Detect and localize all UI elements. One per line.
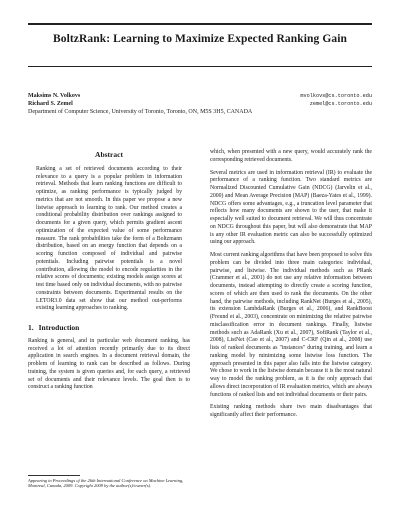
body-paragraph: Most current ranking algorithms that have been proposed to solve this problem can be divided into three main categories: individual, pairwise, and listwise. The individual methods such as PRank (Crammer et al., 2001) do not use any relative information between documents, instead attempting to directly create a scoring function, scores of which are then used to rank the documents. On the other hand, the pairwise methods, including RankNet (Burges et al., 2005), its extension LambdaRank (Burges et al., 2006), and RankBoost (Freund et al., 2003), concentrate on minimizing the relative pairwise misclassification error in document rankings. Finally, listwise methods such as AdaRank (Xu et al., 2007), SoftRank (Taylor et al., 2008), ListNet (Cao et al., 2007) and C-CRF (Qin at al., 2008) use lists of ranked documents as "instances" during training, and learn a ranking model by minimizing some listwise loss function. The approach presented in this paper also falls into the listwise category. We chose to work in the listwise domain because it is the most natural way to model the ranking problem, as it is the only approach that allows direct incorporation of IR evaluation metrics, which are always functions of ranked lists and not individual documents or their pairs. bbox=[210, 252, 372, 398]
section-heading bbox=[28, 324, 190, 332]
author-name: Maksims N. Volkovs bbox=[28, 93, 81, 99]
left-column bbox=[28, 151, 190, 397]
author-name: Richard S. Zemel bbox=[28, 101, 73, 108]
footnote bbox=[28, 475, 190, 489]
title-bottom-rule bbox=[28, 66, 372, 67]
author-email: mvolkovs@cs.toronto.edu bbox=[300, 93, 372, 99]
author-row bbox=[28, 100, 372, 108]
author-block bbox=[28, 92, 372, 117]
body-paragraph: Ranking is general, and in particular web document ranking, has received a lot of attention recently primarily due to its direct application in search engines. In a document retrieval domain, the problem of learning to rank can be described as follows. During training, the system is given queries and, for each query, a retrieved set of documents and their relevance levels. The goal then is to construct a ranking function bbox=[28, 337, 190, 391]
body-paragraph: Existing ranking methods share two main disadvantages that significantly affect their performance. bbox=[210, 404, 372, 418]
section-title: Introduction bbox=[38, 323, 80, 332]
abstract-text: Ranking a set of retrieved documents according to their relevance to a query is a popular problem in information retrieval. Methods that learn ranking functions are difficult to optimize, as ranking performance is typically judged by metrics that are not smooth. In this paper we propose a new listwise approach to learning to rank. Our method creates a conditional probability distribution over rankings assigned to documents for a given query, which permits gradient ascent optimization of the expected value of some performance measure. The rank probabilities take the form of a Boltzmann distribution, based on an energy function that depends on a scoring function composed of individual and pairwise potentials. Including pairwise potentials is a novel contribution, allowing the model to encode regularities in the relative scores of documents; existing models assign scores at test time based only on individual documents, with no pairwise constraints between documents. Experimental results on the LETOR3.0 data set show that our method out-performs existing learning approaches to ranking. bbox=[36, 165, 182, 312]
body-paragraph: Several metrics are used in information retrieval (IR) to evaluate the performance of a ranking function. Two standard metrics are Normalized Discounted Cumulative Gain (NDCG) (Jarvelin et al., 2000) and Mean Average Precision (MAP) (Baeza-Yates et al., 1999). NDCG offers some advantages, e.g., a truncation level parameter that reflects how many documents are shown to the user, that make it especially well suited to document retrieval. We will thus concentrate on NDCG throughout this paper, but will also demonstrate that MAP is any other IR evaluation metric can also be successfully optimized using our approach. bbox=[210, 169, 372, 246]
section-number: 1. bbox=[28, 323, 34, 332]
footnote-rule bbox=[28, 475, 80, 476]
paper-title: BoltzRank: Learning to Maximize Expected Ranking Gain bbox=[52, 33, 348, 45]
author-row bbox=[28, 92, 372, 100]
footnote-text: Appearing in Proceedings of the 26th International Conference on Machine Learning, Montreal, Canada, 2009. Copyright 2009 by the author(s)/owner(s). bbox=[28, 477, 184, 489]
author-email: zemel@cs.toronto.edu bbox=[309, 101, 372, 108]
title-top-rule bbox=[28, 23, 372, 25]
right-column bbox=[210, 149, 372, 425]
abstract-heading: Abstract bbox=[95, 150, 123, 159]
affiliation: Department of Computer Science, University of Toronto, Toronto, ON, M5S 3H5, CANADA bbox=[28, 109, 253, 116]
body-paragraph: which, when presented with a new query, would accurately rank the corresponding retrieved documents. bbox=[210, 149, 372, 163]
